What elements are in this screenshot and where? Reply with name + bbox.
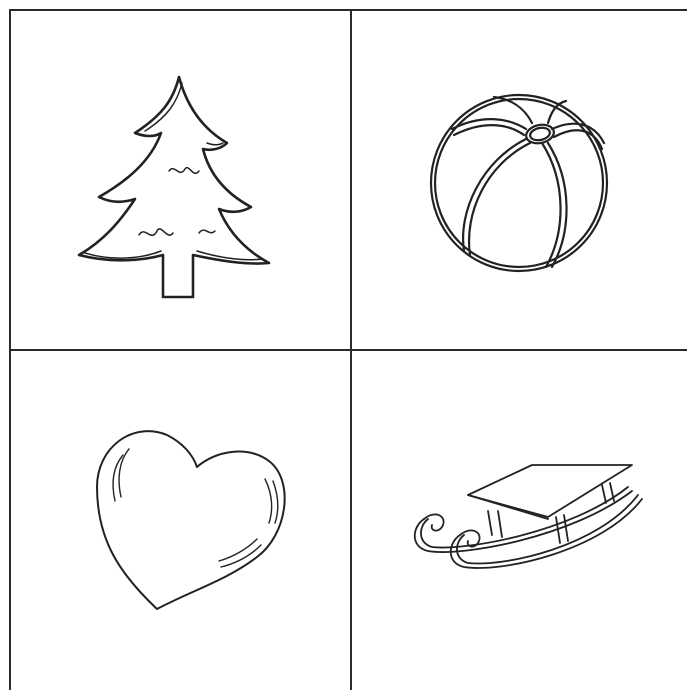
christmas-tree-icon xyxy=(11,11,350,349)
cell-ball xyxy=(352,11,687,349)
beach-ball-icon xyxy=(352,11,687,349)
heart-icon xyxy=(11,351,350,690)
sled-icon xyxy=(352,351,687,690)
cell-tree xyxy=(11,11,350,349)
cell-heart xyxy=(11,351,350,690)
cell-sled xyxy=(352,351,687,690)
